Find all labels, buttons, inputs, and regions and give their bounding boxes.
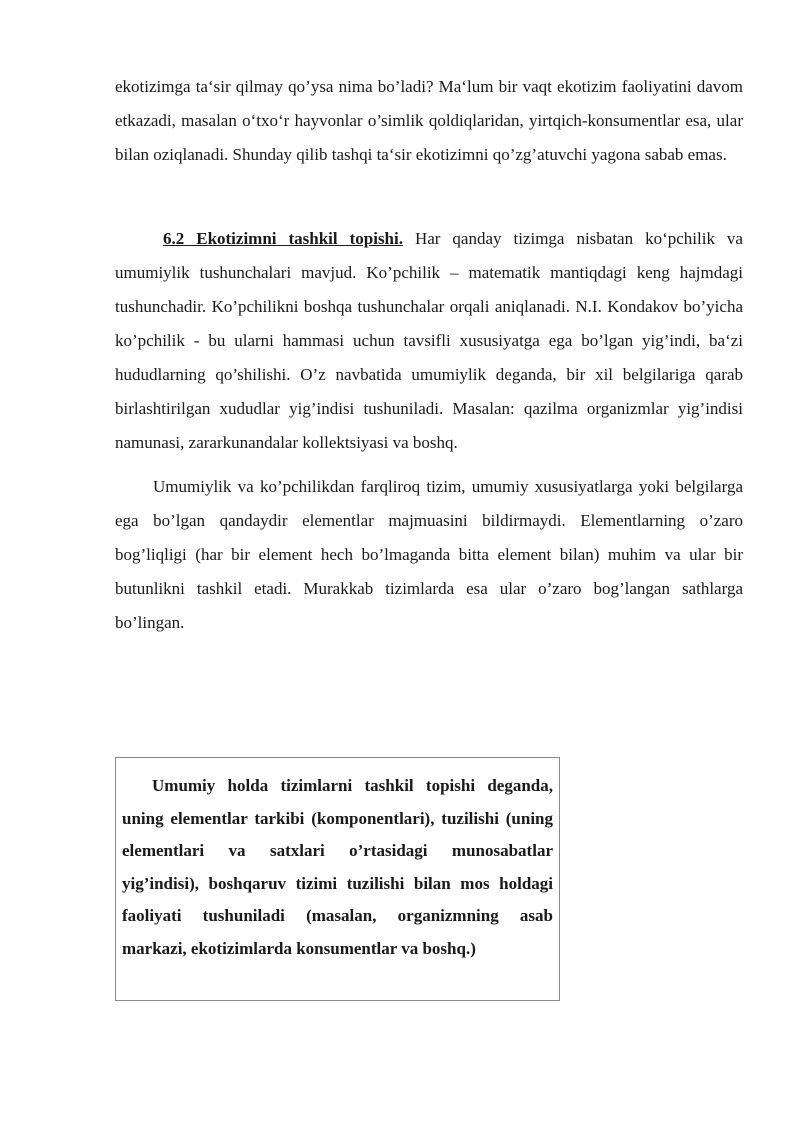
paragraph-intro: ekotizimga taʻsir qilmay qo’ysa nima bo’ladi? Maʻlum bir vaqt ekotizim faoliyatini davom etkazadi, masalan oʻtxoʻr hayvonlar o’simlik qoldiqlaridan, yirtqich-konsumentlar esa, ular bilan oziqlanadi. Shunday qilib tashqi taʻsir ekotizimni qo’zg’atuvchi yagona sabab emas. — [115, 77, 743, 164]
paragraph-system-definition: Umumiylik va ko’pchilikdan farqliroq tizim, umumiy xususiyatlarga yoki belgilarga ega bo’lgan qandaydir elementlar majmuasini bildirmaydi. Elementlarning o’zaro bog’liqligi (har bir element hech bo’lmaganda bitta element bilan) muhim va ular bir butunlikni tashkil etadi. Murakkab tizimlarda esa ular o’zaro bog’langan sathlarga bo’lingan. — [115, 477, 743, 632]
section-heading: 6.2 Ekotizimni tashkil topishi. — [163, 229, 403, 248]
callout-text: Umumiy holda tizimlarni tashkil topishi deganda, uning elementlar tarkibi (komponentlari), tuzilishi (uning elementlari va satxlari o’rtasidagi munosabatlar yig’indisi), boshqaruv tizimi tuzilishi bilan mos holdagi faoliyati tushuniladi (masalan, organizmning asab markazi, ekotizimlarda konsumentlar va boshq.) — [122, 776, 553, 958]
section-text: Har qanday tizimga nisbatan koʻpchilik va umumiylik tushunchalari mavjud. Ko’pchilik – matematik mantiqdagi keng hajmdagi tushunchadir. Ko’pchilikni boshqa tushunchalar orqali aniqlanadi. N.I. Kondakov bo’yicha ko’pchilik - bu ularni hammasi uchun tavsifli xususiyatga ega bo’lgan yig’indi, baʻzi hududlarning qo’shilishi. O’z navbatida umumiylik deganda, bir xil belgilariga qarab birlashtirilgan xududlar yig’indisi tushuniladi. Masalan: qazilma organizmlar yig’indisi namunasi, zararkunandalar kollektsiyasi va boshq. — [115, 229, 743, 452]
paragraph-section-6-2 — [115, 222, 743, 460]
document-body — [115, 70, 743, 640]
callout-box — [115, 757, 560, 1001]
